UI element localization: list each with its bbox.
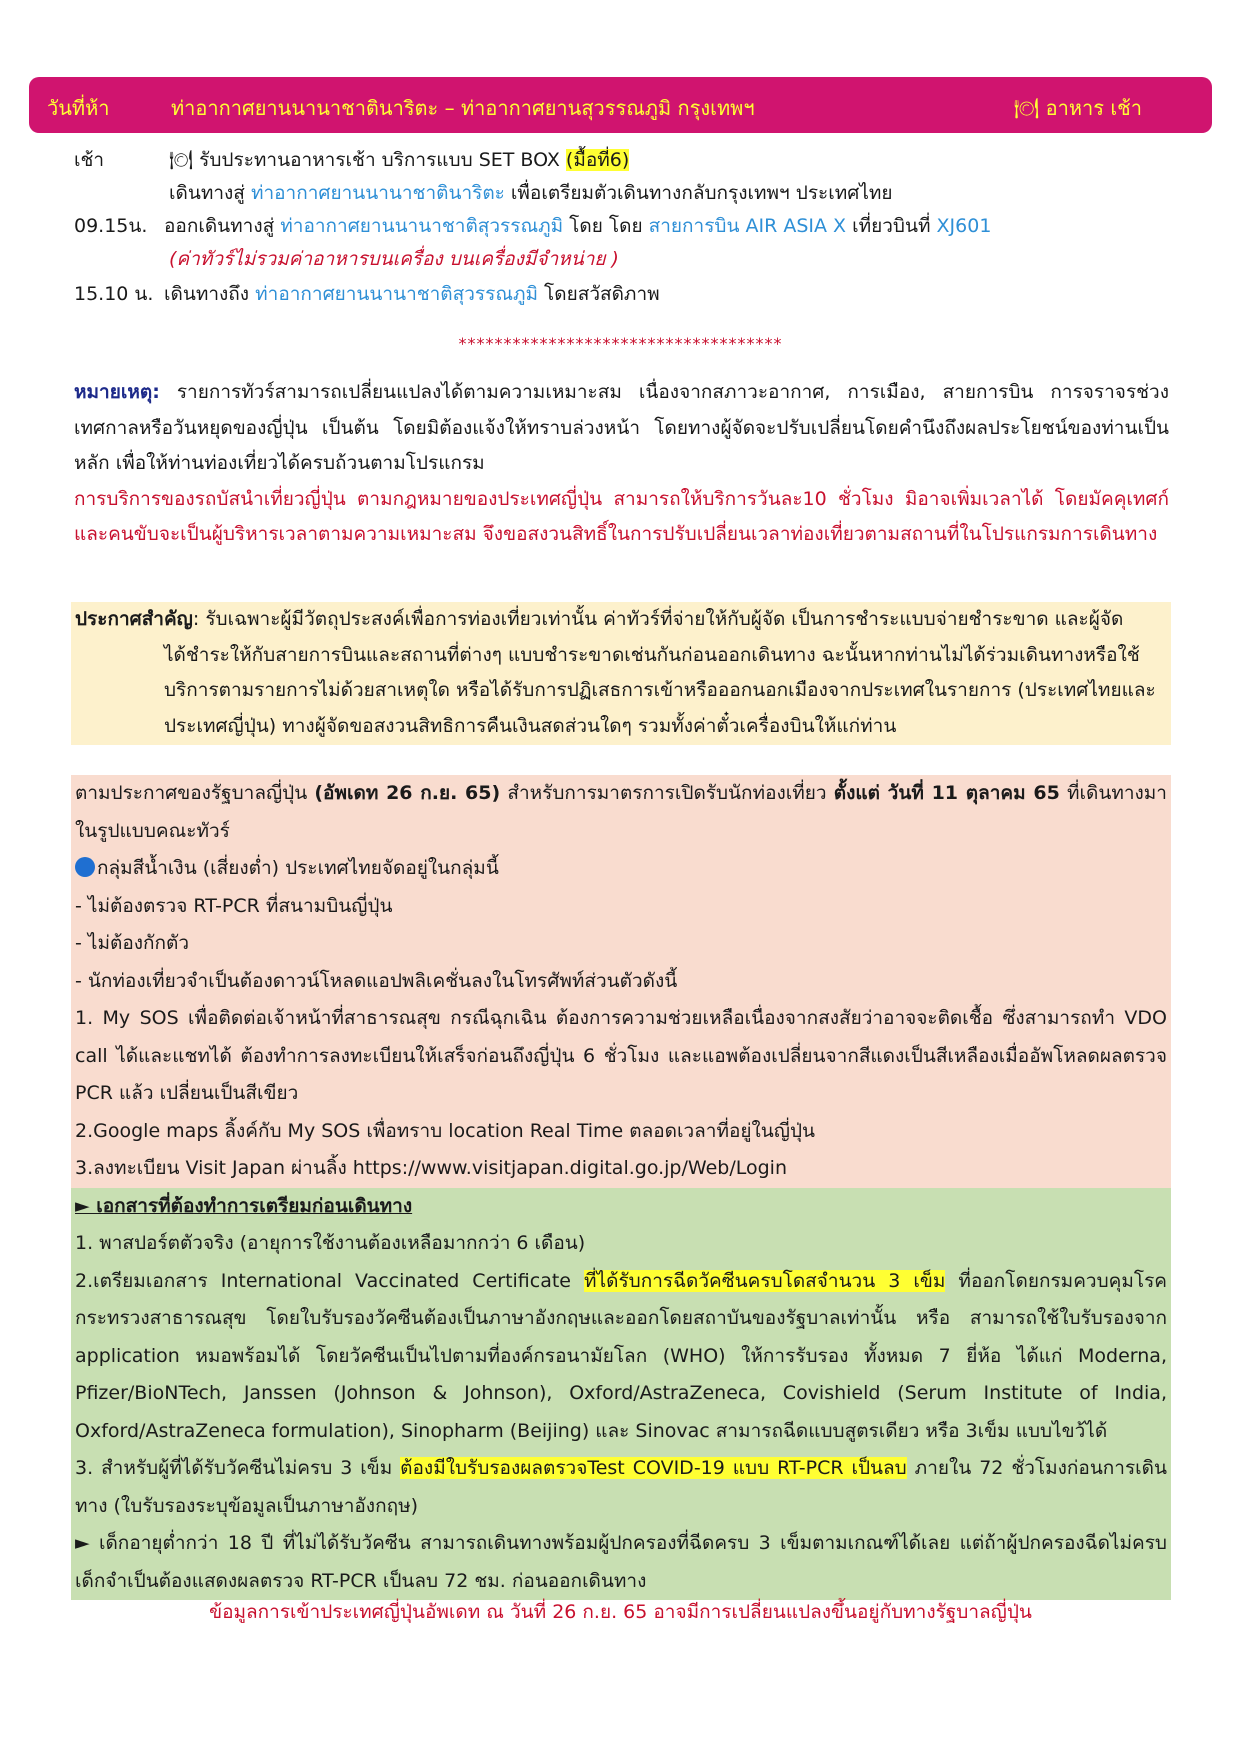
remark-text: รายการทัวร์สามารถเปลี่ยนแปลงได้ตามความเหมาะสม เนื่องจากสภาวะอากาศ, การเมือง, สายการบิน การจราจรช่วงเทศกาลหรือวันหยุดของญี่ปุ่น เป็นต้น โดยมิต้องแจ้งให้ทราบล่วงหน้า โดยทางผู้จัดจะปรับเปลี่ยนโดยคำนึงถึงผลประโยชน์ของท่านเป็นหลัก เพื่อให้ท่านท่องเที่ยวได้ครบถ้วนตามโปรแกรม — [74, 381, 1169, 474]
airport-link-suvarnabhumi: ท่าอากาศยานนานาชาติสุวรรณภูมิ — [280, 215, 564, 237]
entry-intro-text: สำหรับการมาตรการเปิดรับนักท่องเที่ยว — [500, 782, 834, 804]
meal-not-included-note: (ค่าทัวร์ไม่รวมค่าอาหารบนเครื่อง บนเครื่องมีจำหน่าย ) — [169, 248, 619, 270]
itinerary-row-arrival — [74, 278, 660, 310]
remark-label: หมายเหตุ: — [74, 381, 160, 403]
blue-group-line — [75, 850, 1167, 888]
itinerary-text: 🍽 รับประทานอาหารเช้า บริการแบบ SET BOX — [169, 149, 566, 171]
update-date: (อัพเดท 26 ก.ย. 65) — [314, 782, 501, 804]
itinerary-time: เช้า — [74, 149, 105, 171]
itinerary-row-departure — [74, 210, 991, 242]
bullet-no-quarantine: - ไม่ต้องกักตัว — [75, 932, 190, 954]
doc-children-rule: ► เด็กอายุต่ำกว่า 18 ปี ที่ไม่ได้รับวัคซีน สามารถเดินทางพร้อมผู้ปกครองที่ฉีดครบ 3 เข็มตามเกณฑ์ได้เลย แต่ถ้าผู้ปกครองฉีดไม่ครบ เด็กจำเป็นต้องแสดงผลตรวจ RT-PCR เป็นลบ 72 ชม. ก่อนออกเดินทาง — [75, 1532, 1167, 1592]
flight-number: XJ601 — [936, 215, 992, 237]
itinerary-row-note — [74, 243, 619, 275]
bus-service-note: การบริการของรถบัสนำเที่ยวญี่ปุ่น ตามกฎหมายของประเทศญี่ปุ่น สามารถให้บริการวันละ10 ชั่วโมง มิอาจเพิ่มเวลาได้ โดยมัคคุเทศก์และคนขับจะเป็นผู้บริหารเวลาตามความเหมาะสม จึงขอสงวนสิทธิ์ในการปรับเปลี่ยนเวลาท่องเที่ยวตามสถานที่ในโปรแกรมการเดินทาง — [74, 487, 1169, 545]
app-my-sos: 1. My SOS เพื่อติดต่อเจ้าหน้าที่สาธารณสุข กรณีฉุกเฉิน ต้องการความช่วยเหลือเนื่องจากสงสัยว่าอาจจะติดเชื้อ ซึ่งสามารถทำ VDO call ได้และแชทได้ ต้องทำการลงทะเบียนให้เสร็จก่อนถึงญี่ปุ่น 6 ชั่วโมง และแอพต้องเปลี่ยนจากสีแดงเป็นสีเหลืองเมื่ออัพโหลดผลตรวจ PCR แล้ว เปลี่ยนเป็นสีเขียว — [75, 1007, 1167, 1104]
vaccine-highlight: ที่ได้รับการฉีดวัคซีนครบโดสจำนวน 3 เข็ม — [584, 1269, 946, 1292]
itinerary-text: โดยสวัสดิภาพ — [538, 283, 660, 305]
announcement-first-line: : รับเฉพาะผู้มีวัตถุประสงค์เพื่อการท่องเที่ยวเท่านั้น ค่าทัวร์ที่จ่ายให้กับผู้จัด เป็นการชำระแบบจ่ายชำระขาด และผู้จัด — [192, 608, 1124, 630]
entry-intro-text: ตามประกาศของรัฐบาลญี่ปุ่น — [75, 782, 315, 804]
footer-note: ข้อมูลการเข้าประเทศญี่ปุ่นอัพเดท ณ วันที่ 26 ก.ย. 65 อาจมีการเปลี่ยนแปลงขึ้นอยู่กับทางรัฐบาลญี่ปุ่น — [209, 1601, 1032, 1623]
announcement-text: ได้ชำระให้กับสายการบินและสถานที่ต่างๆ แบบชำระขาดเช่นกันก่อนออกเดินทาง ฉะนั้นหากท่านไม่ได้ร่วมเดินทางหรือใช้บริการตามรายการไม่ด้วยสาเหตุใด หรือได้รับการปฏิเสธการเข้าหรือออกนอกเมืองจากประเทศในรายการ (ประเทศไทยและประเทศญี่ปุ่น) ทางผู้จัดขอสงวนสิทธิการคืนเงินสดส่วนใดๆ รวมทั้งค่าตั๋วเครื่องบินให้แก่ท่าน — [164, 643, 1156, 737]
announcement-box — [71, 602, 1171, 745]
doc-text: 3. สำหรับผู้ที่ได้รับวัคซีนไม่ครบ 3 เข็ม — [75, 1457, 401, 1479]
bullet-download-apps: - นักท่องเที่ยวจำเป็นต้องดาวน์โหลดแอปพลิเคชั่นลงในโทรศัพท์ส่วนตัวดังนี้ — [75, 969, 678, 992]
announcement-label: ประกาศสำคัญ — [75, 608, 193, 630]
documents-green — [71, 1188, 1171, 1601]
itinerary-time: 09.15น. — [74, 215, 148, 237]
documents-heading: ► เอกสารที่ต้องทำการเตรียมก่อนเดินทาง — [75, 1194, 413, 1217]
pcr-highlight: ต้องมีใบรับรองผลตรวจTest COVID-19 แบบ RT-PCR เป็นลบ — [400, 1457, 907, 1479]
doc-vaccine-certificate — [75, 1263, 1167, 1451]
airport-link-narita: ท่าอากาศยานนานาชาตินาริตะ — [250, 182, 505, 204]
itinerary-text: เดินทางสู่ — [169, 182, 251, 204]
entry-rules-pink — [71, 775, 1171, 1188]
remark-section — [74, 375, 1169, 553]
day-label: วันที่ห้า — [47, 96, 110, 120]
doc-text: ภายใน 72 ชั่วโมงก่อนการเดินทาง (ใบรับรองระบุข้อมูลเป็นภาษาอังกฤษ) — [75, 1457, 1168, 1517]
effective-date: ตั้งแต่ วันที่ 11 ตุลาคม 65 — [833, 782, 1060, 804]
airline-name: สายการบิน AIR ASIA X — [648, 215, 847, 237]
itinerary-text: โดย โดย — [563, 215, 649, 237]
itinerary-text: ออกเดินทางสู่ — [164, 215, 281, 237]
itinerary-text: เพื่อเตรียมตัวเดินทางกลับกรุงเทพฯ ประเทศไทย — [504, 182, 893, 204]
airport-link-suvarnabhumi: ท่าอากาศยานนานาชาติสุวรรณภูมิ — [255, 283, 538, 305]
doc-text: 2.เตรียมเอกสาร International Vaccinated Certificate — [75, 1269, 585, 1292]
day-header-bar — [29, 77, 1212, 133]
doc-pcr-requirement — [75, 1450, 1167, 1525]
app-visit-japan: 3.ลงทะเบียน Visit Japan ผ่านลิ้ง https://www.visitjapan.digital.go.jp/Web/Login — [75, 1157, 787, 1179]
itinerary-text: เที่ยวบินที่ — [846, 215, 937, 237]
entry-intro-text: ที่เดินทางมาในรูปแบบคณะทัวร์ — [75, 782, 1167, 842]
bullet-no-pcr: - ไม่ต้องตรวจ RT-PCR ที่สนามบินญี่ปุ่น — [75, 894, 393, 917]
day-route: ท่าอากาศยานนานาชาตินาริตะ – ท่าอากาศยานสุวรรณภูมิ กรุงเทพฯ — [171, 96, 755, 120]
day-meal: 🍽 อาหาร เช้า — [1013, 96, 1142, 120]
japan-entry-section — [71, 775, 1171, 1600]
blue-circle-icon — [75, 857, 95, 877]
itinerary-text: เดินทางถึง — [164, 283, 256, 305]
app-google-maps: 2.Google maps ลิ้งค์กับ My SOS เพื่อทราบ location Real Time ตลอดเวลาที่อยู่ในญี่ปุ่น — [75, 1119, 816, 1142]
meal-number-highlight: (มื้อที่6) — [565, 149, 630, 171]
doc-text: ที่ออกโดยกรมควบคุมโรค กระทรวงสาธารณสุข โดยใบรับรองวัคซีนต้องเป็นภาษาอังกฤษและออกโดยสถาบันของรัฐบาลเท่านั้น หรือ สามารถใช้ใบรับรองจาก application หมอพร้อมได้ โดยวัคซีนเป็นไปตามที่องค์กรอนามัยโลก (WHO) ให้การรับรอง ทั้งหมด 7 ยี่ห้อ ได้แก่ Moderna, Pfizer/BioNTech, Janssen (Johnson & Johnson), Oxford/AstraZeneca, Covishield (Serum Institute of India, Oxford/AstraZeneca formulation), Sinopharm (Beijing) และ Sinovac สามารถฉีดแบบสูตรเดียว หรือ 3เข็ม แบบไขว้ได้ — [75, 1269, 1167, 1442]
blue-group-text: กลุ่มสีน้ำเงิน (เสี่ยงต่ำ) ประเทศไทยจัดอยู่ในกลุ่มนี้ — [97, 857, 499, 879]
doc-passport: 1. พาสปอร์ตตัวจริง (อายุการใช้งานต้องเหลือมากกว่า 6 เดือน) — [75, 1232, 586, 1254]
itinerary-row-transfer — [74, 177, 893, 209]
separator: ************************************ — [458, 334, 783, 353]
itinerary-row-morning — [74, 144, 629, 176]
itinerary-time: 15.10 น. — [74, 283, 154, 305]
entry-intro — [75, 775, 1167, 850]
